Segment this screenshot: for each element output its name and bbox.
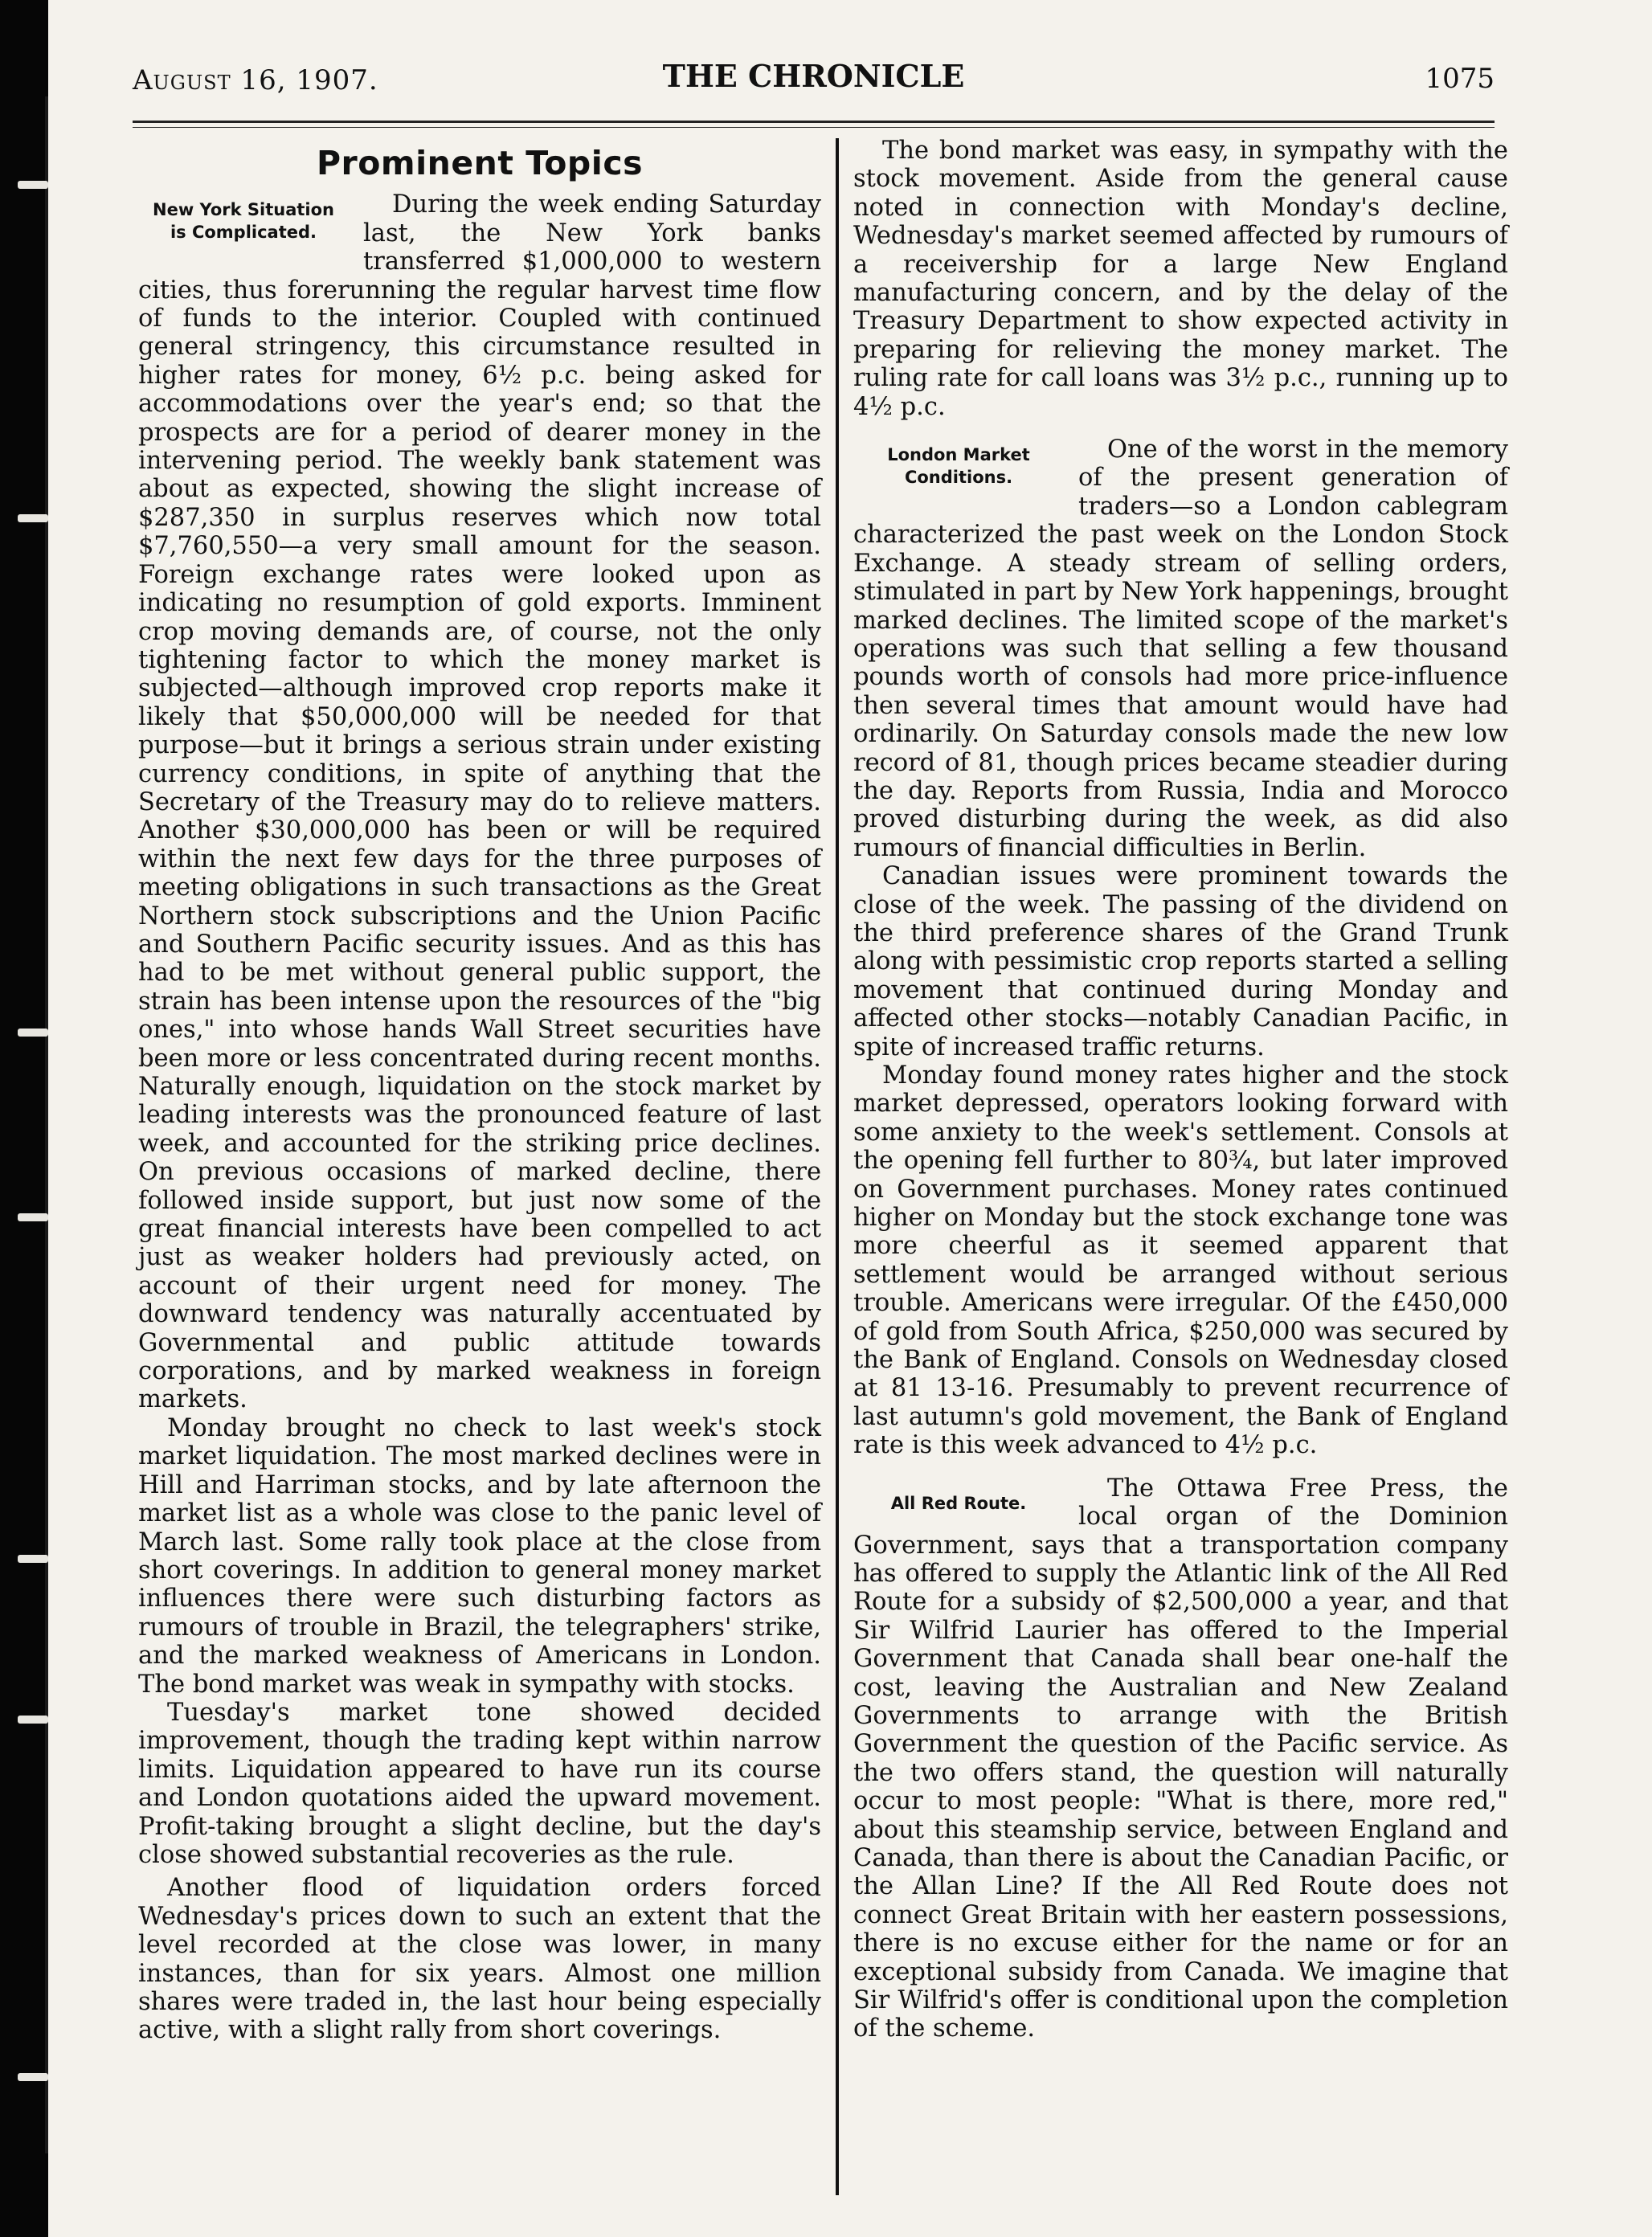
right-column [853,137,1508,2043]
left-column [138,138,821,2045]
article-paragraph: The Ottawa Free Press, the local organ of the Dominion Government, says that a transportation company has offered to supply the Atlantic link of the All Red Route for a subsidy of $2,500,000 a year, and that Sir Wilfrid Laurier has offered to the Imperial Government that Canada shall bear one-half the cost, leaving the Australian and New Zealand Governments to arrange with the British Government the question of the Pacific service. As the two offers stand, the question will naturally occur to most people: "What is there, more red," about this steamship service, between England and Canada, than there is about the Canadian Pacific, or the Allan Line? If the All Red Route does not connect Great Britain with her eastern possessions, there is no excuse either for the name or for an exceptional subsidy from Canada. We imagine that Sir Wilfrid's offer is conditional upon the completion of the scheme. [853,1474,1508,2043]
article-paragraph: One of the worst in the memory of the present generation of traders—so a London cablegram characterized the past week on the London Stock Exchange. A steady stream of selling orders, stimulated in part by New York happenings, brought marked declines. The limited scope of the market's operations was such that selling a few thousand pounds worth of consols had more price-influence then several times that amount would have had ordinarily. On Saturday consols made the new low record of 81, though prices became steadier during the day. Reports from Russia, India and Morocco proved disturbing during the week, as did also rumours of financial difficulties in Berlin. [853,436,1508,862]
article-paragraph: Canadian issues were prominent towards the close of the week. The passing of the dividend on the third preference shares of the Grand Trunk along with pessimistic crop reports started a selling movement that continued during Monday and affected other stocks—notably Canadian Pacific, in spite of increased traffic returns. [853,862,1508,1061]
sidehead-line: London Market [887,445,1030,465]
section-title: Prominent Topics [316,144,644,182]
article-paragraph: During the week ending Saturday last, the New York banks transferred $1,000,000 to western cities, thus forerunning the regular harvest time flow of funds to the interior. Coupled with continued general stringency, this circumstance resulted in higher rates for money, 6½ p.c. being asked for accommodations over the year's end; so that the prospects are for a period of dearer money in the intervening period. The weekly bank statement was about as expected, showing the slight increase of $287,350 in surplus reserves which now total $7,760,550—a very small amount for the season. Foreign exchange rates were looked upon as indicating no resumption of gold exports. Imminent crop moving demands are, of course, not the only tightening factor to which the money market is subjected—although improved crop reports make it likely that $50,000,000 will be needed for that purpose—but it brings a serious strain under existing currency conditions, in spite of anything that the Secretary of the Treasury may do to relieve matters. Another $30,000,000 has been or will be required within the next few days for the three purposes of meeting obligations in such transactions as the Great Northern stock subscriptions and the Union Pacific and Southern Pacific security issues. And as this has had to be met without general public support, the strain has been intense upon the resources of the "big ones," into whose hands Wall Street securities have been more or less concentrated during recent months. Naturally enough, liquidation on the stock market by leading interests was the pronounced feature of last week, and accounted for the striking price declines. On previous occasions of marked decline, there followed inside support, but just now some of the great financial interests have been compelled to act just as weaker holders had previously acted, on account of their urgent need for money. The downward tendency was naturally accentuated by Governmental and public attitude towards corporations, and by marked weakness in foreign markets. [138,190,821,1414]
article-paragraph: The bond market was easy, in sympathy with the stock movement. Aside from the general cause noted in connection with Monday's decline, Wednesday's market seemed affected by rumours of a receivership for a large New England manufacturing concern, and by the delay of the Treasury Department to show expected activity in preparing for relieving the money market. The ruling rate for call loans was 3½ p.c., running up to 4½ p.c. [853,137,1508,421]
sidehead-line: Conditions. [904,468,1013,488]
paragraph-gap [853,421,1508,436]
binding-stitch [18,1029,48,1037]
binding-stitch [18,1213,48,1221]
running-head [133,58,1495,106]
paragraph-gap [853,1460,1508,1474]
binding-stitch [18,514,48,522]
article-paragraph: Monday found money rates higher and the stock market depressed, operators looking forward with some anxiety to the week's settlement. Consols at the opening fell further to 80¾, but later improved on Government purchases. Money rates continued higher on Monday but the stock exchange tone was more cheerful as it seemed apparent that settlement would be arranged without serious trouble. Americans were irregular. Of the £450,000 of gold from South Africa, $250,000 was secured by the Bank of England. Consols on Wednesday closed at 81 13-16. Presumably to prevent recurrence of last autumn's gold movement, the Bank of England rate is this week advanced to 4½ p.c. [853,1061,1508,1460]
sidehead-line: is Complicated. [170,223,317,243]
binding-stitch [18,1716,48,1724]
page-number: 1075 [1425,63,1495,95]
binding-stitch [18,181,48,189]
sidehead-new-york-situation [138,198,349,243]
binding-stitch [18,1555,48,1563]
sidehead-line: New York Situation [153,200,334,220]
book-binding [0,0,48,2237]
publication-title: THE CHRONICLE [662,58,965,94]
issue-date: August 16, 1907. [133,64,378,96]
header-rule-thin [133,127,1495,128]
article-paragraph: Tuesday's market tone showed decided improvement, though the trading kept within narrow limits. Liquidation appeared to have run its course and London quotations aided the upward movement. Profit-taking brought a slight decline, but the day's close showed substantial recoveries as the rule. [138,1698,821,1869]
header-rule [133,121,1495,123]
article-paragraph: Another flood of liquidation orders forced Wednesday's prices down to such an extent that the level recorded at the close was lower, in many instances, than for six years. Almost one million shares were traded in, the last hour being especially active, with a slight rally from short coverings. [138,1874,821,2045]
sidehead-london-market [853,444,1064,489]
article-paragraph: Monday brought no check to last week's stock market liquidation. The most marked declines were in Hill and Harriman stocks, and by late afternoon the market list as a whole was close to the panic level of March last. Some rally took place at the close from short coverings. In addition to general money market influences there were such disturbing factors as rumours of trouble in Brazil, the telegraphers' strike, and the marked weakness of Americans in London. The bond market was weak in sympathy with stocks. [138,1413,821,1699]
sidehead-all-red-route: All Red Route. [890,1493,1027,1513]
column-divider [836,138,839,2195]
binding-stitch [18,2073,48,2081]
